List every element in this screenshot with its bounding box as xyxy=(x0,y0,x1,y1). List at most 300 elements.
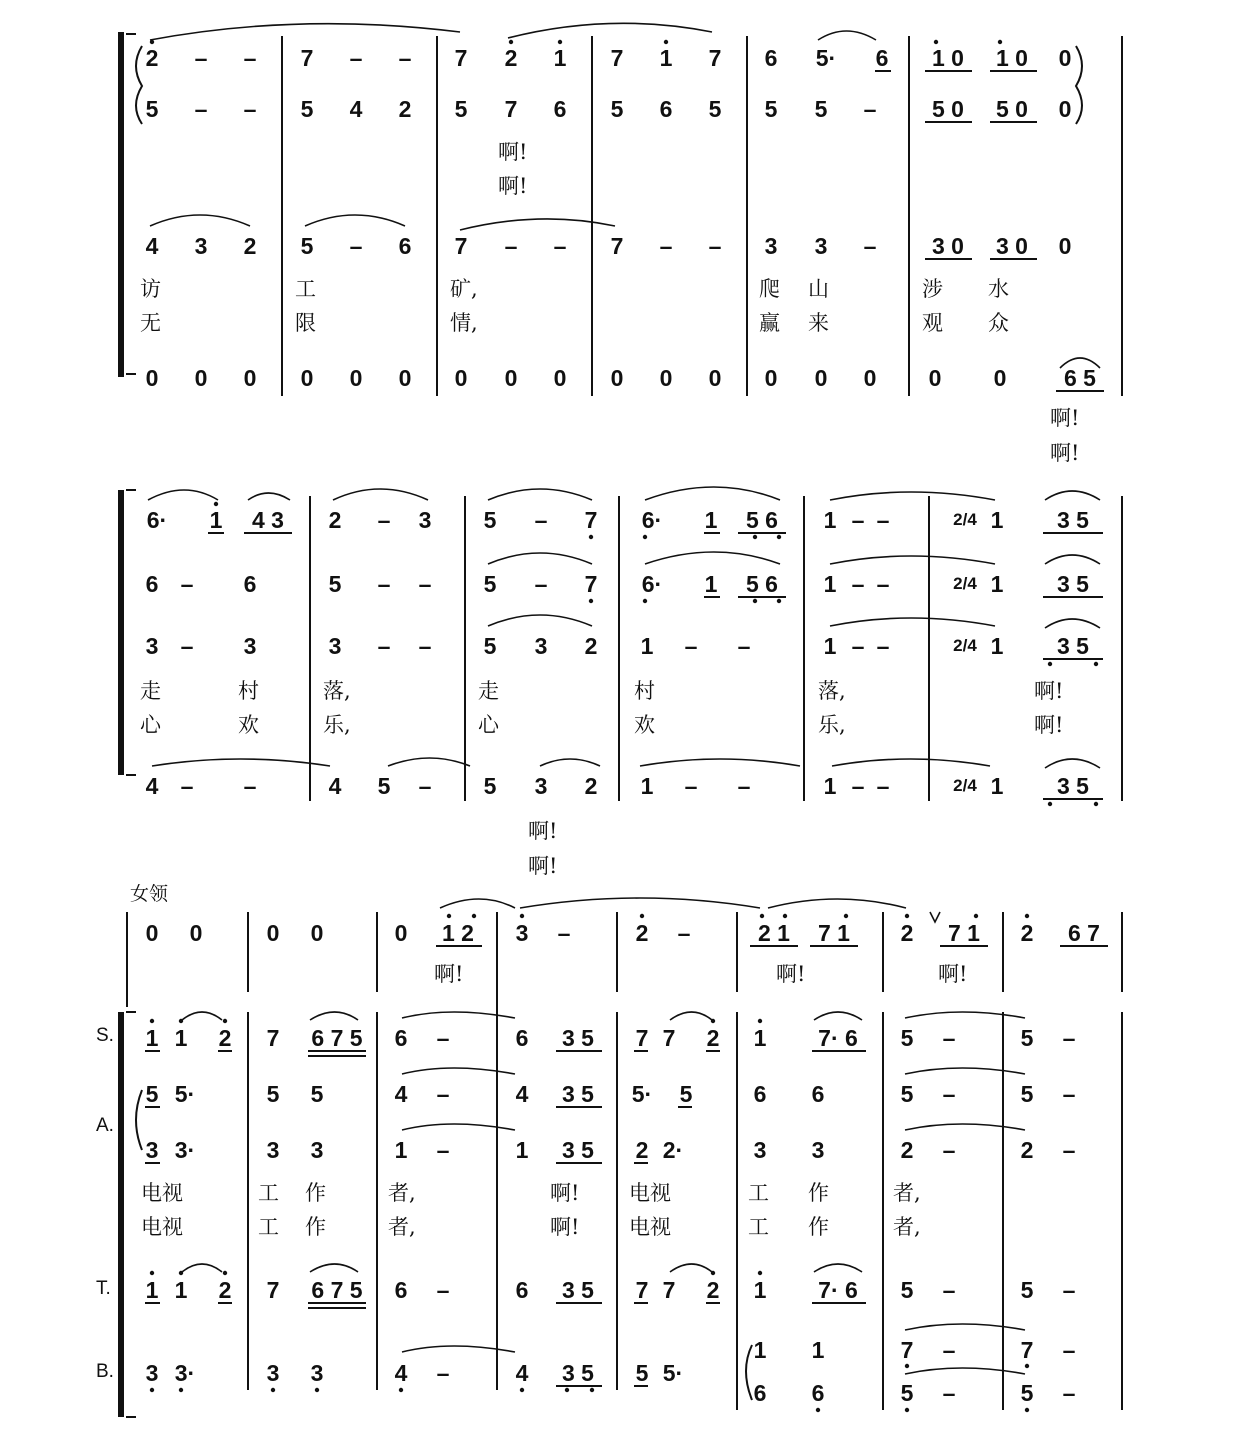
lyric: 涉 xyxy=(922,277,943,301)
slur xyxy=(1045,555,1100,564)
note: 6· xyxy=(641,571,663,597)
lyric: 电视 xyxy=(629,1215,671,1239)
note: – xyxy=(863,96,877,122)
barline xyxy=(376,1012,378,1390)
lyric: 众 xyxy=(988,311,1009,335)
high-dot xyxy=(664,40,668,44)
note: 1 xyxy=(659,45,673,71)
note: 3 xyxy=(194,233,208,259)
note: 5 xyxy=(145,96,159,122)
note: 5 xyxy=(1020,1380,1034,1406)
note: 6 xyxy=(875,45,889,71)
note: 5 xyxy=(900,1277,914,1303)
lyric: 村 xyxy=(634,679,655,703)
slur xyxy=(310,1264,358,1272)
lyric: 啊! xyxy=(1034,679,1064,703)
slur xyxy=(520,898,760,908)
note: – xyxy=(851,773,865,799)
note: 2 xyxy=(243,233,257,259)
lyric: 落, xyxy=(323,679,351,703)
note: 0 xyxy=(266,920,280,946)
note: 4 xyxy=(515,1360,529,1386)
note: 7 xyxy=(662,1277,676,1303)
note: 3 xyxy=(145,633,159,659)
slur xyxy=(830,618,995,626)
low-dot xyxy=(753,599,757,603)
note: 3 5 xyxy=(1057,633,1089,659)
barline xyxy=(591,36,593,396)
part-label-tenor: T. xyxy=(96,1278,111,1299)
high-dot xyxy=(934,40,938,44)
time-signature: 2/4 xyxy=(953,510,977,529)
note: 4 3 xyxy=(252,507,284,533)
note: 5 xyxy=(483,633,497,659)
high-dot xyxy=(711,1271,715,1275)
note: 6 xyxy=(145,571,159,597)
slur xyxy=(182,1012,222,1020)
barline xyxy=(746,36,748,396)
note: 6 xyxy=(811,1380,825,1406)
note: 3 xyxy=(310,1137,324,1163)
note: 5 xyxy=(900,1081,914,1107)
lyric: 啊! xyxy=(1034,713,1064,737)
low-dot xyxy=(520,1388,524,1392)
barline xyxy=(1121,1012,1123,1410)
note: – xyxy=(377,507,391,533)
note: 3 5 xyxy=(1057,507,1089,533)
high-dot xyxy=(223,1271,227,1275)
low-dot xyxy=(590,1388,594,1392)
note: – xyxy=(418,773,432,799)
note: 2 xyxy=(584,633,598,659)
lyric: 作 xyxy=(305,1215,326,1239)
slur xyxy=(905,1012,1025,1018)
barline xyxy=(281,36,283,396)
note: 5 xyxy=(1020,1081,1034,1107)
note: – xyxy=(504,233,518,259)
note: 4 xyxy=(349,96,363,122)
note: 5 xyxy=(483,571,497,597)
note: 2 xyxy=(218,1277,232,1303)
note: 5 xyxy=(708,96,722,122)
note: 2 xyxy=(900,1137,914,1163)
note: – xyxy=(398,45,412,71)
high-dot xyxy=(447,914,451,918)
note: 6 xyxy=(243,571,257,597)
note: 0 xyxy=(553,365,567,391)
slur xyxy=(388,758,470,766)
high-dot xyxy=(760,914,764,918)
note: 1 xyxy=(811,1337,825,1363)
note: – xyxy=(851,507,865,533)
note: – xyxy=(876,633,890,659)
note: 1 xyxy=(990,507,1004,533)
barline xyxy=(736,1012,738,1410)
note: 0 xyxy=(928,365,942,391)
note: 1 xyxy=(753,1277,767,1303)
note: 1 xyxy=(640,773,654,799)
slur xyxy=(645,552,780,564)
barline xyxy=(736,912,738,992)
note: 0 xyxy=(764,365,778,391)
note: 7· 6 xyxy=(818,1277,858,1303)
lyric: 落, xyxy=(818,679,846,703)
slur xyxy=(508,23,712,38)
note: 5 xyxy=(310,1081,324,1107)
low-dot xyxy=(905,1408,909,1412)
note: 0 xyxy=(1058,96,1072,122)
note: 5· xyxy=(174,1081,196,1107)
note: 4 xyxy=(328,773,342,799)
note: 0 xyxy=(659,365,673,391)
note: 1 xyxy=(553,45,567,71)
note: 5 xyxy=(328,571,342,597)
note: – xyxy=(243,45,257,71)
lyric: 欢 xyxy=(634,713,655,737)
note: – xyxy=(876,773,890,799)
note: – xyxy=(534,571,548,597)
slur xyxy=(440,899,515,908)
slur xyxy=(333,489,428,500)
slur xyxy=(645,487,780,500)
slur xyxy=(905,1324,1025,1330)
note: 2 xyxy=(1020,1137,1034,1163)
low-dot xyxy=(565,1388,569,1392)
note: 3 xyxy=(534,773,548,799)
note: 7 xyxy=(708,45,722,71)
note: 3 xyxy=(145,1360,159,1386)
lyric: 乐, xyxy=(323,713,351,737)
note: 4 xyxy=(394,1081,408,1107)
note: 5 6 xyxy=(746,507,778,533)
note: 1 xyxy=(515,1137,529,1163)
note: – xyxy=(708,233,722,259)
system-bracket xyxy=(118,490,124,775)
note: 6· xyxy=(146,507,168,533)
lyric: 心 xyxy=(140,713,161,737)
note: 7 xyxy=(266,1277,280,1303)
note: – xyxy=(876,507,890,533)
note: – xyxy=(349,45,363,71)
barline xyxy=(464,496,466,801)
note: 7 xyxy=(900,1337,914,1363)
note: – xyxy=(436,1277,450,1303)
low-dot xyxy=(643,535,647,539)
high-dot xyxy=(783,914,787,918)
barline xyxy=(247,1012,249,1390)
slurs xyxy=(148,23,1100,1374)
note: 2 xyxy=(504,45,518,71)
note: 2 xyxy=(398,96,412,122)
note: 0 xyxy=(504,365,518,391)
note: 7 xyxy=(584,507,598,533)
note: – xyxy=(243,96,257,122)
slur xyxy=(905,1124,1025,1130)
note: – xyxy=(942,1380,956,1406)
note: – xyxy=(180,571,194,597)
high-dot xyxy=(223,1019,227,1023)
high-dot xyxy=(640,914,644,918)
barline xyxy=(616,912,618,992)
note: 0 xyxy=(708,365,722,391)
barline xyxy=(1121,36,1123,396)
slur xyxy=(1045,759,1100,768)
high-dot xyxy=(179,1271,183,1275)
note: 3 xyxy=(814,233,828,259)
lyric: 啊! xyxy=(1050,441,1080,465)
high-dot xyxy=(758,1271,762,1275)
note: 2· xyxy=(662,1137,684,1163)
note: 0 xyxy=(310,920,324,946)
note: 2 xyxy=(145,45,159,71)
note: – xyxy=(677,920,691,946)
slur xyxy=(402,1346,515,1352)
note: 6 7 5 xyxy=(311,1277,363,1303)
note: 7 xyxy=(300,45,314,71)
low-dot xyxy=(150,1388,154,1392)
note: 3 5 xyxy=(1057,773,1089,799)
note: 0 xyxy=(398,365,412,391)
high-dot xyxy=(520,914,524,918)
note: 3 xyxy=(328,633,342,659)
slur xyxy=(248,493,290,500)
note: – xyxy=(1062,1137,1076,1163)
barline xyxy=(496,912,498,1390)
note: 5 xyxy=(679,1081,693,1107)
high-dot xyxy=(974,914,978,918)
low-dot xyxy=(271,1388,275,1392)
lyric: 观 xyxy=(922,311,943,335)
bracket-hook xyxy=(126,1012,136,1417)
note: 6 xyxy=(659,96,673,122)
note: 3 5 xyxy=(562,1137,594,1163)
note: 7 xyxy=(610,233,624,259)
note: 2 xyxy=(1020,920,1034,946)
note: 3 xyxy=(811,1137,825,1163)
lyric: 啊! xyxy=(528,819,558,843)
lyric: 赢 xyxy=(759,311,780,335)
note: – xyxy=(180,773,194,799)
low-dot xyxy=(315,1388,319,1392)
note: 1 2 xyxy=(442,920,474,946)
note: 3 xyxy=(310,1360,324,1386)
note: 6· xyxy=(641,507,663,533)
note: 0 xyxy=(145,365,159,391)
note: – xyxy=(942,1081,956,1107)
time-signature: 2/4 xyxy=(953,776,977,795)
system-bracket xyxy=(118,32,124,377)
low-dot xyxy=(589,535,593,539)
part-label-bass: B. xyxy=(96,1361,114,1382)
slur xyxy=(640,759,800,766)
lyric: 者, xyxy=(388,1215,416,1239)
beams xyxy=(145,71,1108,1386)
low-dot xyxy=(1025,1364,1029,1368)
note: 7 xyxy=(610,45,624,71)
barline xyxy=(1002,1012,1004,1410)
note: 6 xyxy=(398,233,412,259)
barline xyxy=(436,36,438,396)
note: 7 1 xyxy=(948,920,980,946)
lyric: 啊! xyxy=(550,1181,580,1205)
note: 3 5 xyxy=(562,1277,594,1303)
note: 0 xyxy=(993,365,1007,391)
slur xyxy=(310,1012,358,1020)
slur xyxy=(1045,491,1100,500)
note: 0 xyxy=(243,365,257,391)
note: 1 xyxy=(823,633,837,659)
note: 3· xyxy=(174,1360,196,1386)
note: 3 xyxy=(534,633,548,659)
note: 0 xyxy=(1058,233,1072,259)
note: 1 xyxy=(753,1337,767,1363)
lyric: 矿, xyxy=(450,277,478,301)
note: 0 xyxy=(194,365,208,391)
note: 6 7 xyxy=(1068,920,1100,946)
lyric: 啊! xyxy=(528,854,558,878)
slur xyxy=(1045,619,1100,628)
lyric: 水 xyxy=(988,277,1009,301)
note: 2 xyxy=(706,1025,720,1051)
bracket-hook xyxy=(126,490,136,775)
lyric: 啊! xyxy=(498,174,528,198)
note: 5 xyxy=(483,507,497,533)
note: 3 xyxy=(266,1137,280,1163)
note: 3 xyxy=(243,633,257,659)
note: – xyxy=(418,571,432,597)
note: – xyxy=(659,233,673,259)
note: – xyxy=(194,96,208,122)
note: 5 xyxy=(145,1081,159,1107)
note: – xyxy=(557,920,571,946)
slur xyxy=(830,556,995,564)
note: 5 xyxy=(483,773,497,799)
note: 5 xyxy=(814,96,828,122)
lyric: 来 xyxy=(808,311,829,335)
note: 1 xyxy=(753,1025,767,1051)
lyric: 者, xyxy=(893,1215,921,1239)
note: 1 xyxy=(704,507,718,533)
note: 5 xyxy=(635,1360,649,1386)
note: – xyxy=(851,571,865,597)
lyric: 者, xyxy=(388,1181,416,1205)
note: 5 6 xyxy=(746,571,778,597)
note: 2 xyxy=(635,920,649,946)
note: 5 xyxy=(900,1380,914,1406)
note: 3 5 xyxy=(562,1360,594,1386)
note: – xyxy=(684,633,698,659)
high-dot xyxy=(472,914,476,918)
note: 5 xyxy=(266,1081,280,1107)
lyric: 者, xyxy=(893,1181,921,1205)
note: 5· xyxy=(631,1081,653,1107)
note: – xyxy=(180,633,194,659)
note: 3 0 xyxy=(932,233,964,259)
low-dot xyxy=(179,1388,183,1392)
note: – xyxy=(418,633,432,659)
note: 7 xyxy=(1020,1337,1034,1363)
high-dot xyxy=(758,1019,762,1023)
note: 6 xyxy=(764,45,778,71)
note: 0 xyxy=(300,365,314,391)
note: 5 0 xyxy=(996,96,1028,122)
note: – xyxy=(553,233,567,259)
lyric: 啊! xyxy=(550,1215,580,1239)
slur xyxy=(768,899,906,908)
low-dot xyxy=(777,535,781,539)
slur xyxy=(150,24,460,40)
note: 5 xyxy=(1020,1277,1034,1303)
note: 4 xyxy=(145,233,159,259)
note: 5 xyxy=(300,233,314,259)
note: 7 1 xyxy=(818,920,850,946)
note: 1 0 xyxy=(996,45,1028,71)
note: 7 xyxy=(662,1025,676,1051)
slur xyxy=(905,1368,1025,1374)
barline xyxy=(618,496,620,801)
lyric: 电视 xyxy=(629,1181,671,1205)
slur xyxy=(830,492,995,500)
high-dot xyxy=(905,914,909,918)
note: 1 xyxy=(823,571,837,597)
note: 5 0 xyxy=(932,96,964,122)
note: 6 xyxy=(753,1380,767,1406)
note: – xyxy=(1062,1380,1076,1406)
note: 1 xyxy=(823,507,837,533)
low-dot xyxy=(816,1408,820,1412)
note: – xyxy=(863,233,877,259)
note: 6 xyxy=(811,1081,825,1107)
note: 6 xyxy=(753,1081,767,1107)
note: 6 xyxy=(394,1277,408,1303)
slur xyxy=(818,31,876,40)
note: 6 xyxy=(515,1025,529,1051)
note: 0 xyxy=(189,920,203,946)
lyric: 工 xyxy=(258,1181,279,1205)
low-dot xyxy=(1094,802,1098,806)
system-bracket xyxy=(118,1012,124,1417)
note: 1 xyxy=(145,1025,159,1051)
note: 1 xyxy=(704,571,718,597)
slur xyxy=(488,553,592,564)
note: 3 xyxy=(266,1360,280,1386)
lyric: 作 xyxy=(808,1181,829,1205)
lyric: 心 xyxy=(478,713,499,737)
lyric: 村 xyxy=(238,679,259,703)
note: 1 xyxy=(823,773,837,799)
note: – xyxy=(436,1025,450,1051)
low-dot xyxy=(753,535,757,539)
lyric: 山 xyxy=(808,277,829,301)
note: 1 xyxy=(394,1137,408,1163)
note: 7 xyxy=(504,96,518,122)
high-dot xyxy=(1025,914,1029,918)
note: – xyxy=(1062,1025,1076,1051)
note: 0 xyxy=(1058,45,1072,71)
low-dot xyxy=(1094,662,1098,666)
high-dot xyxy=(844,914,848,918)
low-dot xyxy=(643,599,647,603)
slur xyxy=(488,615,592,626)
lyric: 电视 xyxy=(141,1181,183,1205)
barline xyxy=(247,912,249,992)
high-dot xyxy=(711,1019,715,1023)
lyric: 情, xyxy=(450,311,478,335)
note: 6 xyxy=(515,1277,529,1303)
note: 5· xyxy=(815,45,837,71)
barline xyxy=(882,1012,884,1410)
note: 3· xyxy=(174,1137,196,1163)
